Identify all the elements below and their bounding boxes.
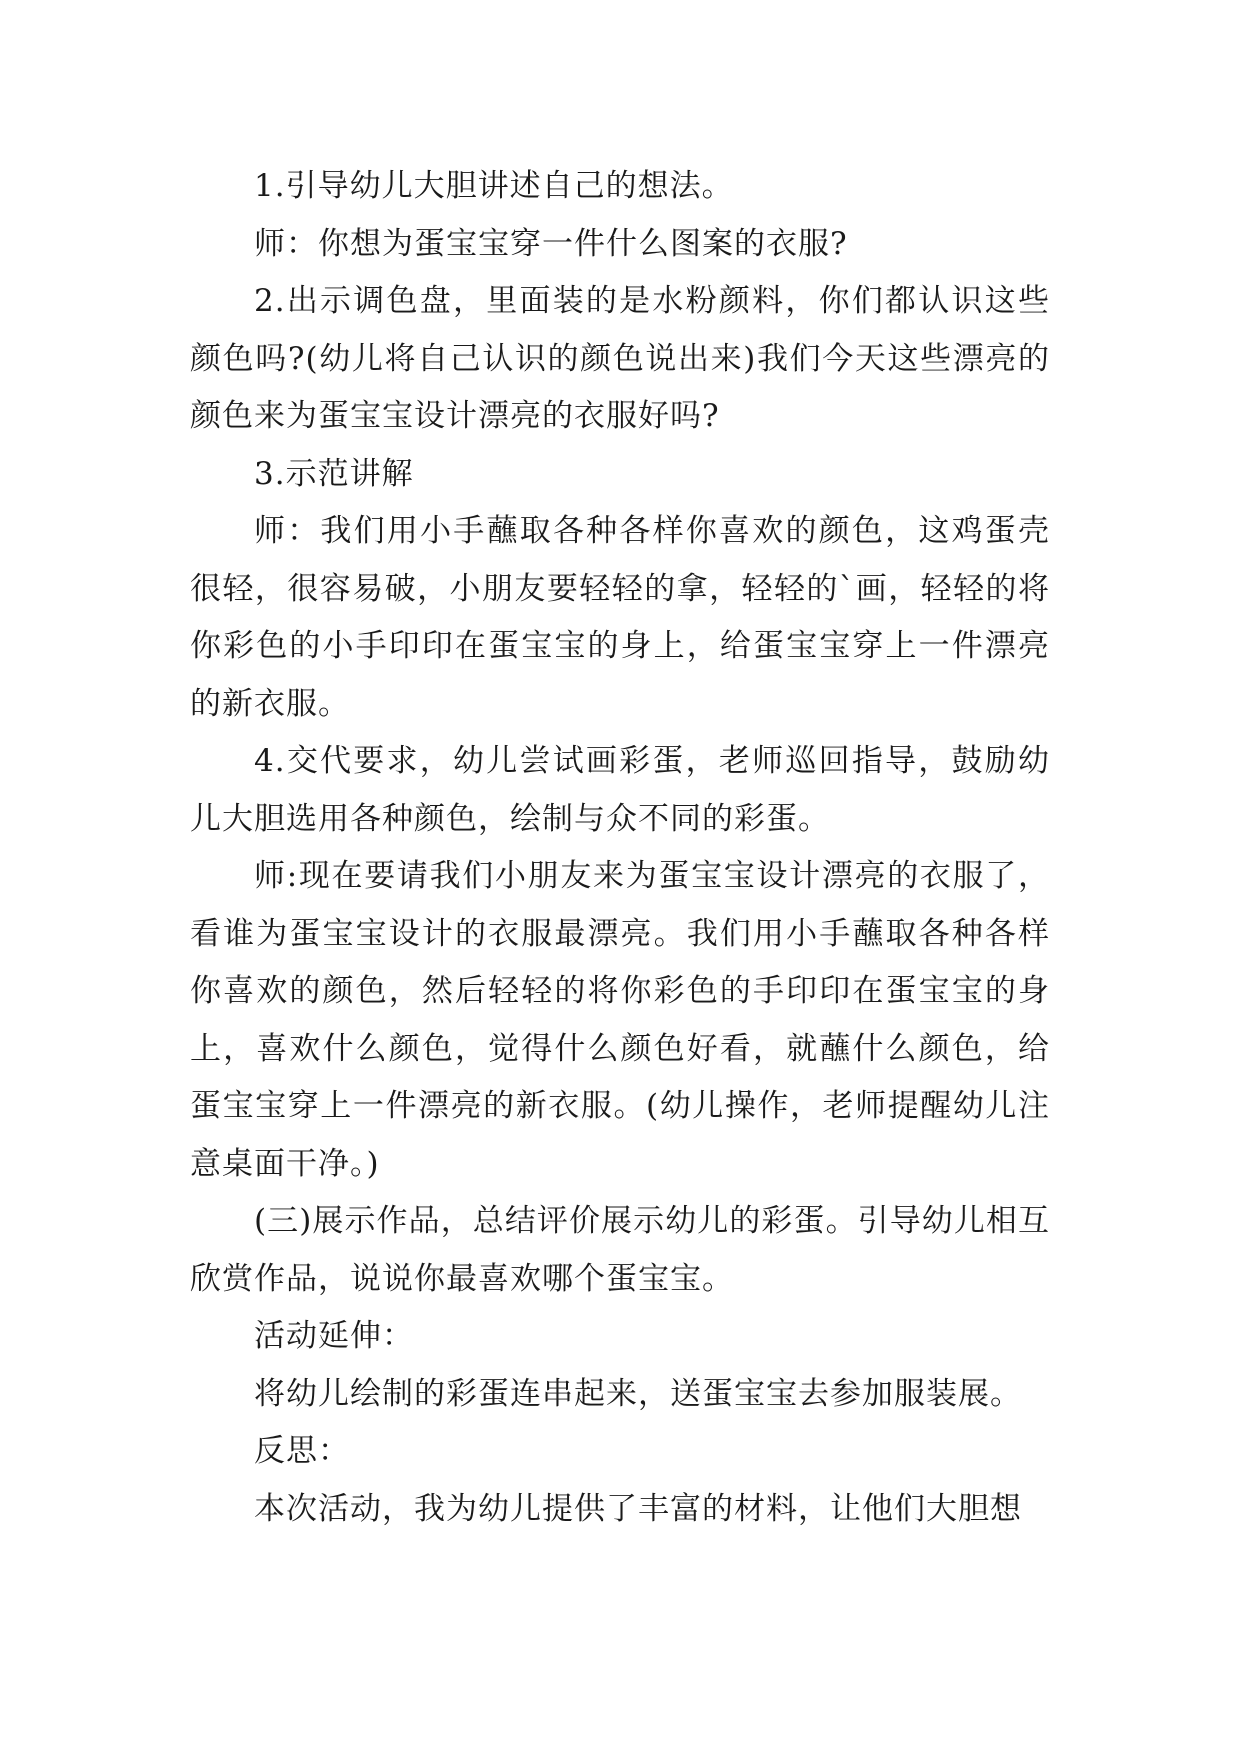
paragraph-teacher-demo: 师：我们用小手蘸取各种各样你喜欢的颜色，这鸡蛋壳很轻，很容易破，小朋友要轻轻的拿，轻轻的`画，轻轻的将你彩色的小手印印在蛋宝宝的身上，给蛋宝宝穿上一件漂亮的新衣服。 xyxy=(190,513,1050,722)
paragraph-step-2: 2.出示调色盘，里面装的是水粉颜料，你们都认识这些颜色吗?(幼儿将自己认识的颜色说出来)我们今天这些漂亮的颜色来为蛋宝宝设计漂亮的衣服好吗? xyxy=(190,283,1050,434)
paragraph-step-1: 1.引导幼儿大胆讲述自己的想法。 xyxy=(254,168,734,204)
paragraph-extension-body: 将幼儿绘制的彩蛋连串起来，送蛋宝宝去参加服装展。 xyxy=(254,1375,1022,1412)
paragraph-teacher-question: 师：你想为蛋宝宝穿一件什么图案的衣服? xyxy=(254,225,848,262)
paragraph-step-4: 4.交代要求，幼儿尝试画彩蛋，老师巡回指导，鼓励幼儿大胆选用各种颜色，绘制与众不同的彩蛋。 xyxy=(190,743,1050,837)
paragraph-step-3: 3.示范讲解 xyxy=(254,455,414,492)
document-body xyxy=(190,158,1050,1538)
paragraph-section-3: (三)展示作品，总结评价展示幼儿的彩蛋。引导幼儿相互欣赏作品，说说你最喜欢哪个蛋宝宝。 xyxy=(190,1203,1050,1297)
paragraph-teacher-instruction: 师:现在要请我们小朋友来为蛋宝宝设计漂亮的衣服了，看谁为蛋宝宝设计的衣服最漂亮。我们用小手蘸取各种各样你喜欢的颜色，然后轻轻的将你彩色的手印印在蛋宝宝的身上，喜欢什么颜色，觉得什么颜色好看，就蘸什么颜色，给蛋宝宝穿上一件漂亮的新衣服。(幼儿操作，老师提醒幼儿注意桌面干净。) xyxy=(190,858,1050,1182)
paragraph-extension-heading: 活动延伸： xyxy=(254,1318,414,1354)
paragraph-reflection-body: 本次活动，我为幼儿提供了丰富的材料，让他们大胆想 xyxy=(254,1490,1022,1527)
paragraph-reflection-heading: 反思： xyxy=(254,1433,350,1469)
